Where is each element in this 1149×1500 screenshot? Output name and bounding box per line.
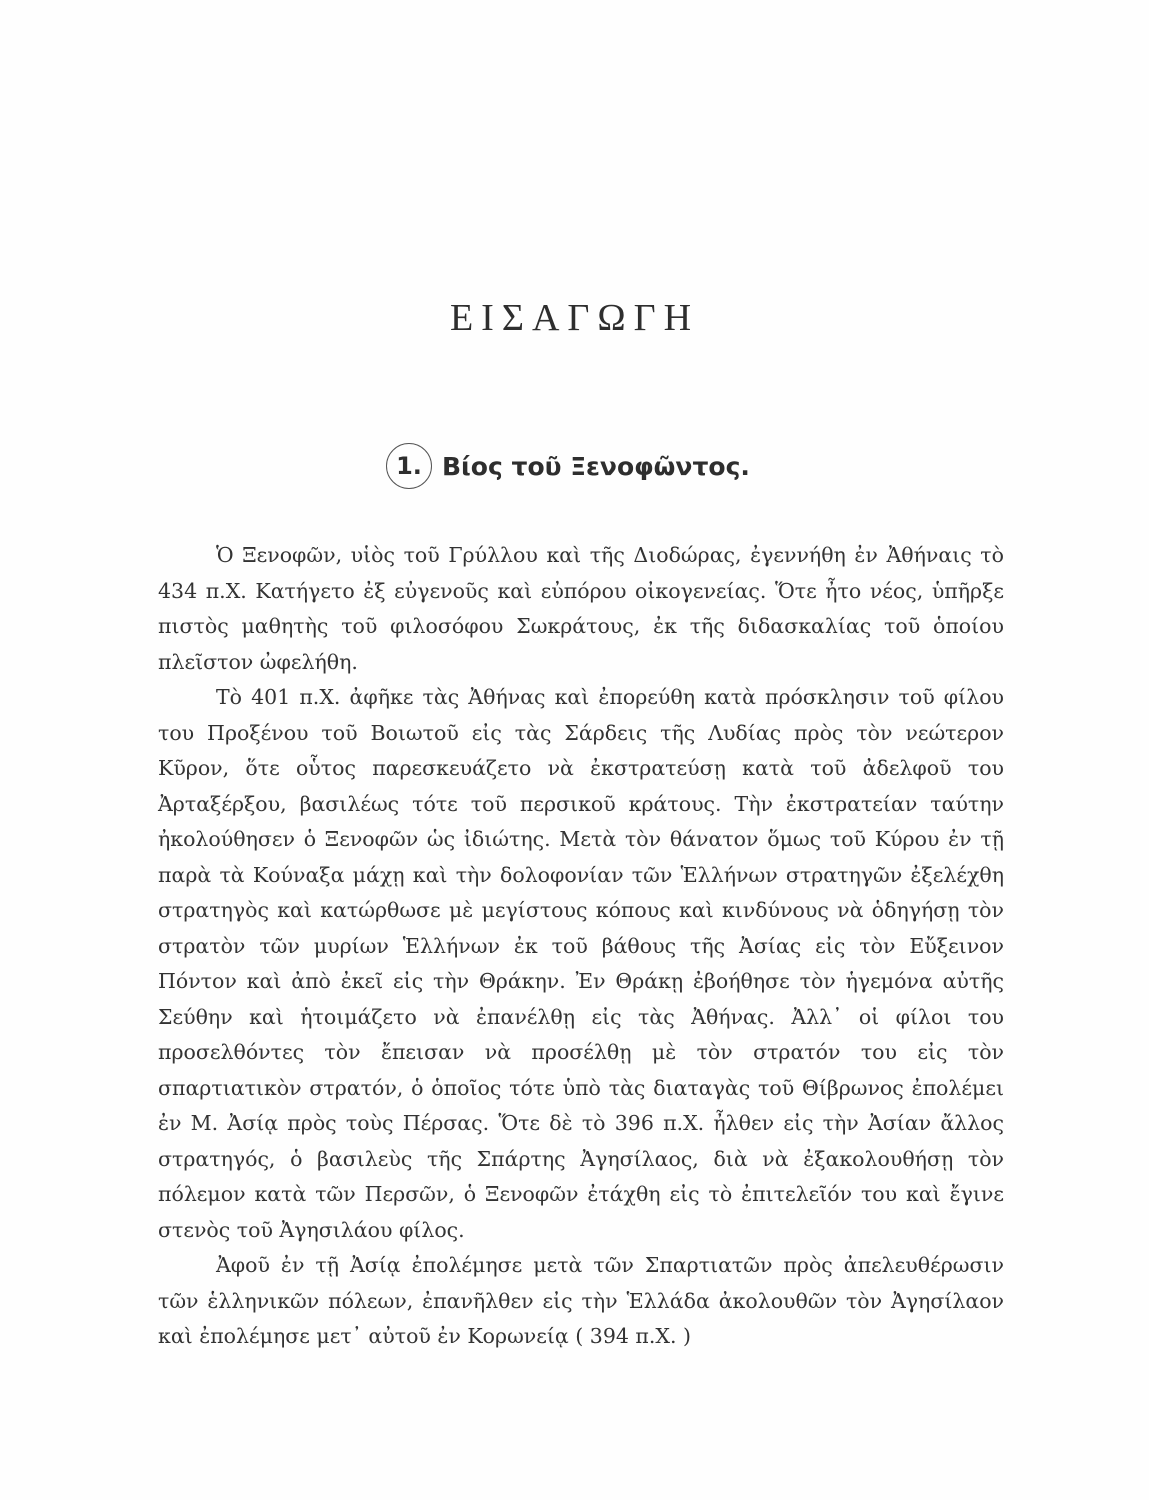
body-text [158, 538, 1004, 1355]
section-heading-text: Βίος τοῦ Ξενοφῶντος. [442, 451, 750, 481]
section-heading [386, 442, 750, 490]
chapter-title: ΕΙΣΑΓΩΓΗ [449, 297, 700, 339]
paragraph-2: Τὸ 401 π.Χ. ἀφῆκε τὰς Ἀθήνας καὶ ἐπορεύθη κατὰ πρόσκλησιν τοῦ φίλου του Προξένου τοῦ Βοιωτοῦ εἰς τὰς Σάρδεις τῆς Λυδίας πρὸς τὸν νεώτερον Κῦρον, ὅτε οὗτος παρεσκευάζετο νὰ ἐκστρατεύσῃ κατὰ τοῦ ἀδελφοῦ του Ἀρταξέρξου, βασιλέως τότε τοῦ περσικοῦ κράτους. Τὴν ἐκστρατείαν ταύτην ἠκολούθησεν ὁ Ξενοφῶν ὡς ἰδιώτης. Μετὰ τὸν θάνατον ὅμως τοῦ Κύρου ἐν τῇ παρὰ τὰ Κούναξα μάχῃ καὶ τὴν δολοφονίαν τῶν Ἑλλήνων στρατηγῶν ἐξελέχθη στρατηγὸς καὶ κατώρθωσε μὲ μεγίστους κόπους καὶ κινδύνους νὰ ὁδηγήσῃ τὸν στρατὸν τῶν μυρίων Ἑλλήνων ἐκ τοῦ βάθους τῆς Ἀσίας εἰς τὸν Εὔξεινον Πόντον καὶ ἀπὸ ἐκεῖ εἰς τὴν Θράκην. Ἐν Θράκῃ ἐβοήθησε τὸν ἡγεμόνα αὐτῆς Σεύθην καὶ ἡτοιμάζετο νὰ ἐπανέλθῃ εἰς τὰς Ἀθήνας. Ἀλλ᾽ οἱ φίλοι του προσελθόντες τὸν ἔπεισαν νὰ προσέλθῃ μὲ τὸν στρατόν του εἰς τὸν σπαρτιατικὸν στρατόν, ὁ ὁποῖος τότε ὑπὸ τὰς διαταγὰς τοῦ Θίβρωνος ἐπολέμει ἐν Μ. Ἀσίᾳ πρὸς τοὺς Πέρσας. Ὅτε δὲ τὸ 396 π.Χ. ἦλθεν εἰς τὴν Ἀσίαν ἄλλος στρατηγός, ὁ βασιλεὺς τῆς Σπάρτης Ἀγησίλαος, διὰ νὰ ἐξακολουθήσῃ τὸν πόλεμον κατὰ τῶν Περσῶν, ὁ Ξενοφῶν ἐτάχθη εἰς τὸ ἐπιτελεῖόν του καὶ ἔγινε στενὸς τοῦ Ἀγησιλάου φίλος. [158, 685, 1004, 1242]
section-number: 1. [386, 443, 432, 489]
paragraph-1: Ὁ Ξενοφῶν, υἱὸς τοῦ Γρύλλου καὶ τῆς Διοδώρας, ἐγεννήθη ἐν Ἀθήναις τὸ 434 π.Χ. Κατήγετο ἐξ εὐγενοῦς καὶ εὐπόρου οἰκογενείας. Ὅτε ἦτο νέος, ὑπῆρξε πιστὸς μαθητὴς τοῦ φιλοσόφου Σωκράτους, ἐκ τῆς διδασκαλίας τοῦ ὁποίου πλεῖστον ὠφελήθη. [158, 543, 1004, 674]
paragraph-3: Ἀφοῦ ἐν τῇ Ἀσίᾳ ἐπολέμησε μετὰ τῶν Σπαρτιατῶν πρὸς ἀπελευθέρωσιν τῶν ἑλληνικῶν πόλεων, ἐπανῆλθεν εἰς τὴν Ἑλλάδα ἀκολουθῶν τὸν Ἀγησίλαον καὶ ἐπολέμησε μετ᾽ αὐτοῦ ἐν Κορωνείᾳ ( 394 π.Χ. ) [158, 1253, 1004, 1348]
